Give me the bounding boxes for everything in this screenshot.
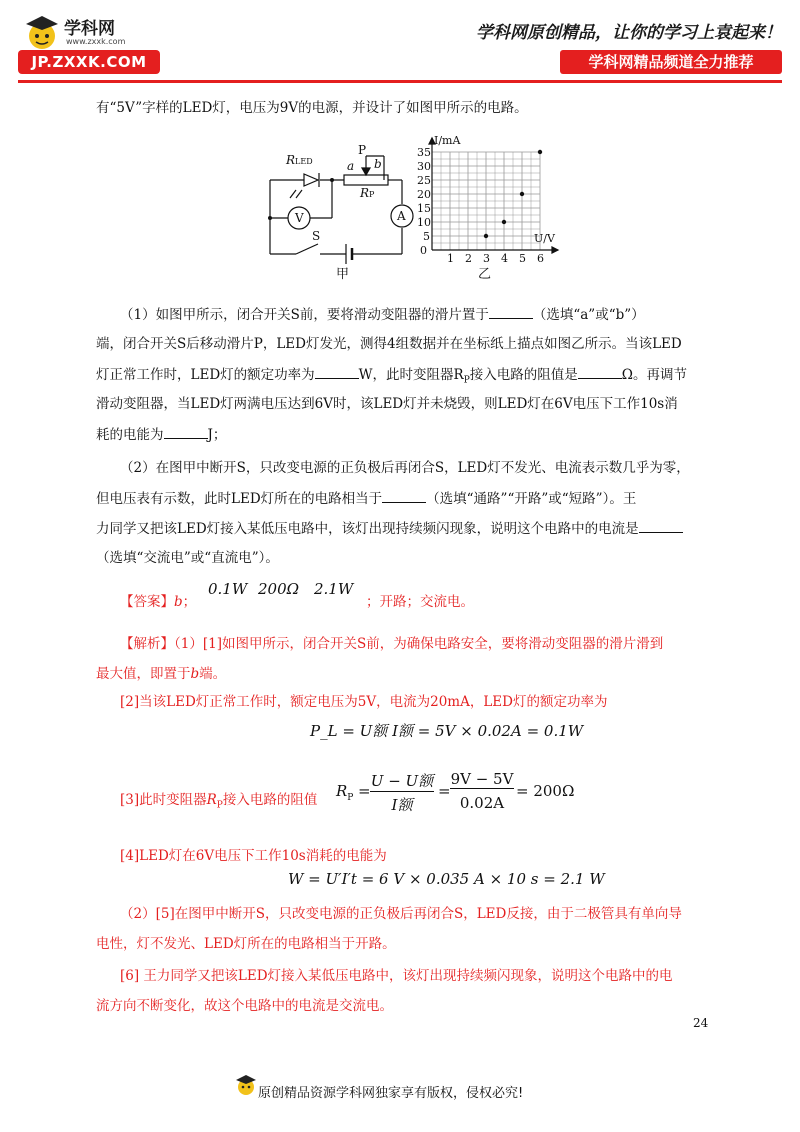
y-tick-label: 35 bbox=[417, 146, 431, 159]
svg-text:RP bbox=[359, 186, 375, 200]
x-tick-label: 4 bbox=[501, 252, 508, 265]
blank-3[interactable] bbox=[578, 364, 622, 379]
blank-6[interactable] bbox=[639, 518, 683, 533]
x-axis-label: U/V bbox=[534, 232, 555, 245]
x-tick-label: 3 bbox=[483, 252, 490, 265]
q1-line4: 滑动变阻器，当LED灯两满电压达到6V时，该LED灯并未烧毁，则LED灯在6V电压下工作10s消 bbox=[96, 396, 678, 412]
blank-2[interactable] bbox=[315, 364, 359, 379]
q2-line3: 力同学又把该LED灯接入某低压电路中，该灯出现持续频闪现象，说明这个电路中的电流是 bbox=[96, 518, 683, 539]
analysis-line1: 【解析】（1）[1]如图甲所示，闭合开关S前，为确保电路安全，要将滑动变阻器的滑片滑到 bbox=[120, 636, 664, 652]
x-tick-label: 2 bbox=[465, 252, 472, 265]
caption-jia: 甲 bbox=[336, 267, 350, 280]
brand-name: 学科网 bbox=[64, 19, 115, 39]
origin-label: 0 bbox=[420, 244, 427, 257]
caption-yi: 乙 bbox=[478, 267, 492, 282]
analysis-line3: [2]当该LED灯正常工作时，额定电压为5V，电流为20mA，LED灯的额定功率为 bbox=[120, 694, 608, 710]
equation-power: P_L = U额 I额 = 5V × 0.02A = 0.1W bbox=[310, 722, 584, 740]
answer-line: 【答案】b； bbox=[120, 594, 197, 610]
q2-line4: （选填“交流电”或“直流电”）。 bbox=[96, 550, 279, 566]
page-number: 24 bbox=[693, 1016, 709, 1030]
y-tick-label: 15 bbox=[417, 202, 431, 215]
analysis-line5: [4]LED灯在6V电压下工作10s消耗的电能为 bbox=[120, 848, 387, 864]
header-divider bbox=[18, 80, 782, 83]
circuit-diagram bbox=[262, 140, 422, 280]
answer-tag: 【答案】 bbox=[120, 594, 174, 610]
q2-line1: （2）在图甲中断开S，只改变电源的正负极后再闭合S，LED灯不发光、电流表示数几乎为零， bbox=[120, 460, 690, 476]
x-tick-label: 6 bbox=[537, 252, 544, 265]
blank-1[interactable] bbox=[489, 304, 533, 319]
label-a: a bbox=[347, 159, 355, 173]
analysis-line2: 最大值，即置于b端。 bbox=[96, 666, 227, 682]
x-axis-arrow bbox=[552, 247, 558, 253]
analysis-line6: （2）[5]在图甲中断开S，只改变电源的正负极后再闭合S，LED反接，由于二极管具有单向导 bbox=[120, 906, 682, 922]
y-tick-label: 10 bbox=[417, 216, 431, 229]
intro-text: 有“5V”字样的LED灯，电压为9V的电源，并设计了如图甲所示的电路。 bbox=[96, 100, 528, 116]
analysis-line9: 流方向不断变化，故这个电路中的电流是交流电。 bbox=[96, 998, 393, 1014]
q2-line2: 但电压表有示数，此时LED灯所在的电路相当于 （选填“通路”“开路”或“短路”）。王 bbox=[96, 488, 636, 509]
x-tick-label: 1 bbox=[447, 252, 454, 265]
y-tick-label: 30 bbox=[417, 160, 431, 173]
label-p: P bbox=[358, 143, 367, 157]
y-tick-label: 25 bbox=[417, 174, 431, 187]
svg-text:RLED bbox=[285, 153, 313, 167]
answer-value-2: 200Ω bbox=[258, 580, 300, 598]
mascot-footer-icon bbox=[234, 1072, 258, 1098]
y-tick-label: 5 bbox=[423, 230, 430, 243]
ammeter-label: A bbox=[397, 209, 406, 223]
copyright-footer: 原创精品资源学科网独家享有版权，侵权必究! bbox=[258, 1086, 524, 1101]
label-rp: R bbox=[360, 186, 370, 200]
y-tick-label: 20 bbox=[417, 188, 431, 201]
analysis-line4: [3]此时变阻器$R_P$接入电路的阻值 bbox=[120, 792, 318, 811]
x-tick-label: 5 bbox=[519, 252, 526, 265]
answer-value-1: 0.1W bbox=[208, 580, 248, 598]
site-badge[interactable]: JP.ZXXK.COM bbox=[18, 50, 160, 74]
q1-line2: 端，闭合开关S后移动滑片P，LED灯发光，测得4组数据并在坐标纸上描点如图乙所示。当该LED bbox=[96, 336, 682, 352]
data-point bbox=[502, 220, 506, 224]
q1-line1: （1）如图甲所示，闭合开关S前，要将滑动变阻器的滑片置于 （选填“a”或“b”） bbox=[120, 304, 645, 325]
y-axis-label: I/mA bbox=[434, 134, 461, 147]
brand-url: www.zxxk.com bbox=[66, 37, 126, 46]
q1-line3: 灯正常工作时，LED灯的额定功率为 W，此时变阻器$R_P$接入电路的阻值是 Ω。再调节 bbox=[96, 364, 687, 391]
channel-badge: 学科网精品频道全力推荐 bbox=[560, 50, 782, 74]
iu-graph bbox=[410, 132, 570, 282]
answer-tail: ；开路；交流电。 bbox=[366, 594, 474, 610]
label-b: b bbox=[374, 157, 382, 171]
mascot-icon bbox=[20, 12, 64, 52]
label-rled: R bbox=[286, 153, 296, 167]
equation-energy: W = U′I′t = 6 V × 0.035 A × 10 s = 2.1 W bbox=[288, 870, 605, 888]
analysis-tag: 【解析】 bbox=[120, 636, 174, 652]
label-rp-sub: P bbox=[369, 190, 375, 199]
data-point bbox=[520, 192, 524, 196]
blank-4[interactable] bbox=[164, 424, 208, 439]
analysis-line8: [6] 王力同学又把该LED灯接入某低压电路中，该灯出现持续频闪现象，说明这个电路中的电 bbox=[120, 968, 673, 984]
switch-label: S bbox=[312, 229, 321, 243]
data-point bbox=[538, 150, 542, 154]
label-rled-sub: LED bbox=[295, 157, 313, 166]
voltmeter-label: V bbox=[295, 211, 304, 225]
data-point bbox=[484, 234, 488, 238]
analysis-line7: 电性，灯不发光、LED灯所在的电路相当于开路。 bbox=[96, 936, 396, 952]
slogan: 学科网原创精品，让你的学习上袁起来！ bbox=[476, 23, 782, 43]
q1-line5: 耗的电能为 J； bbox=[96, 424, 226, 445]
answer-value-3: 2.1W bbox=[314, 580, 354, 598]
blank-5[interactable] bbox=[382, 488, 426, 503]
